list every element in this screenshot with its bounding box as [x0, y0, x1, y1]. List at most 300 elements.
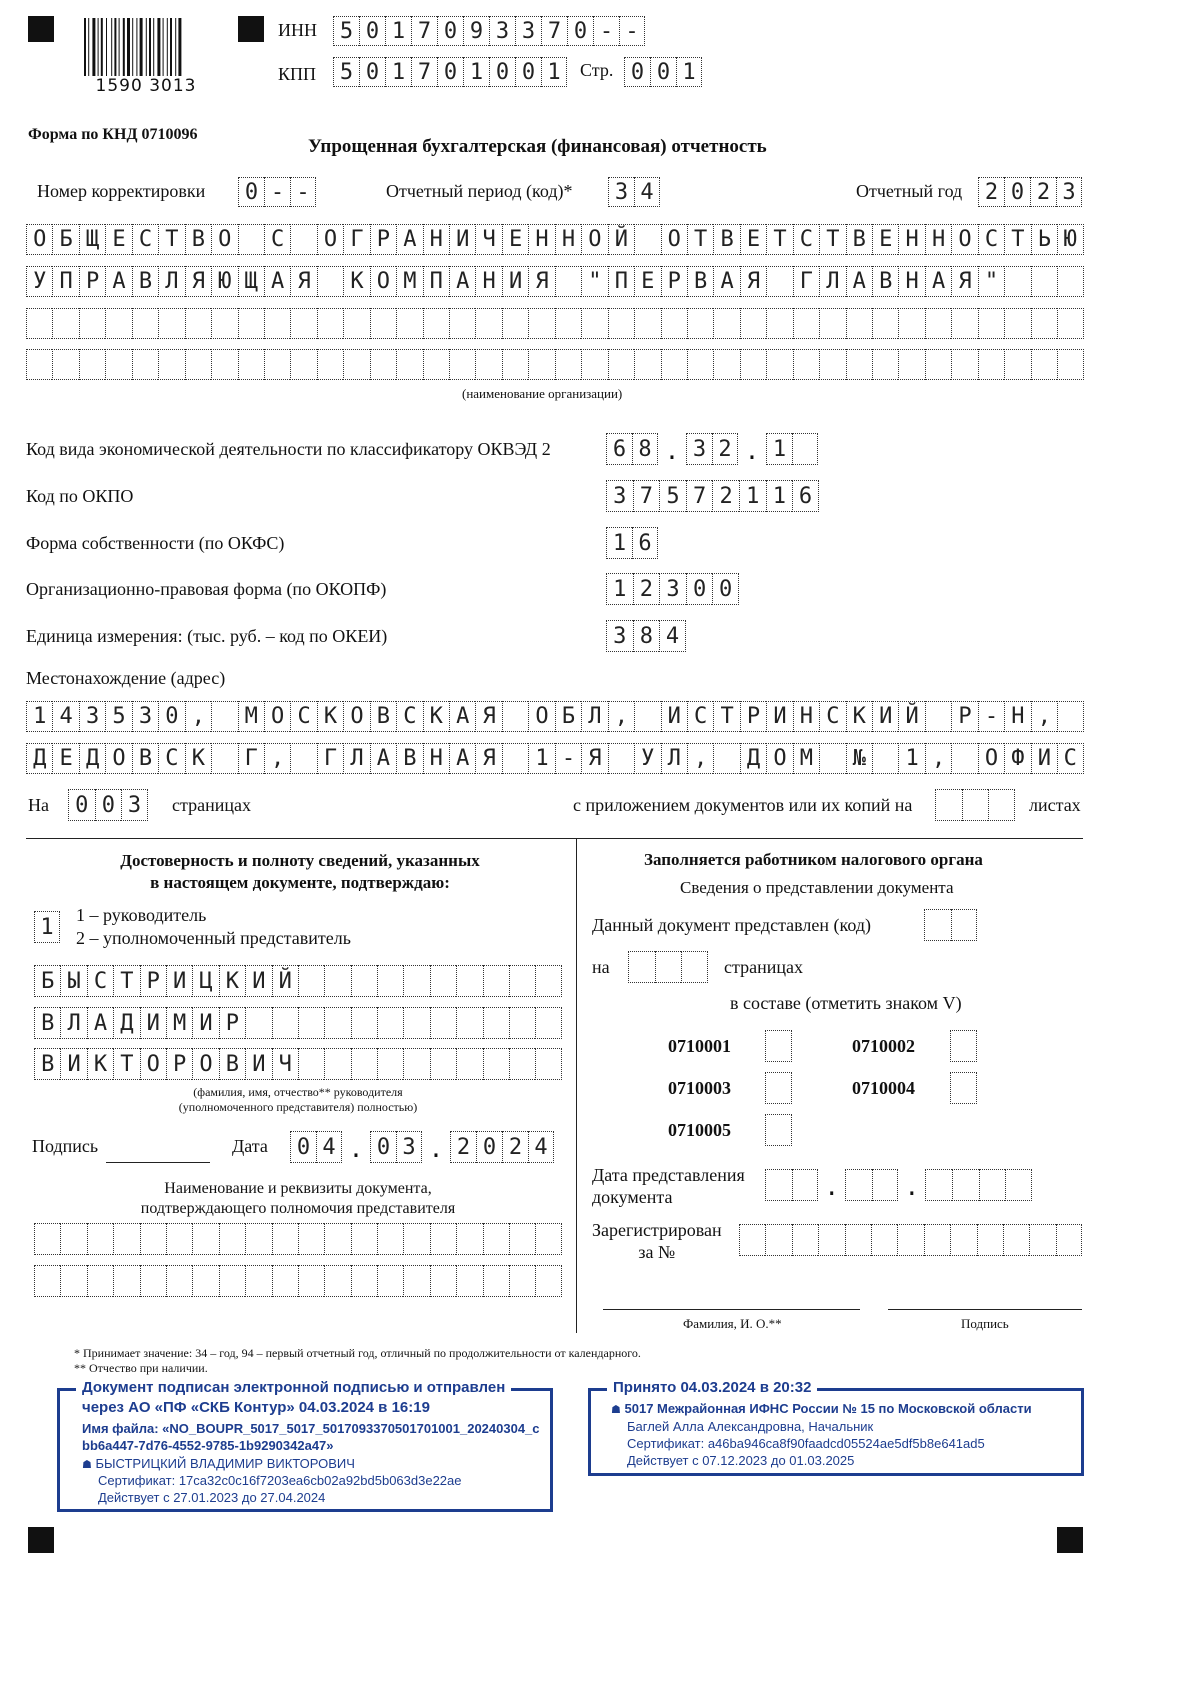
form-cell — [634, 349, 660, 380]
form-cell — [158, 308, 184, 339]
form-cell: 6 — [632, 527, 658, 559]
form-cell — [238, 349, 264, 380]
form-cell: 1 — [463, 57, 489, 87]
form-cell: 3 — [396, 1131, 422, 1163]
corner-marker-top-left — [28, 16, 54, 42]
okopf-cells — [606, 573, 739, 605]
form-cell — [245, 1223, 271, 1255]
form-cell: С — [87, 965, 113, 997]
form-cell — [502, 743, 528, 774]
form-cell: О — [370, 266, 396, 297]
form-cell — [113, 1265, 139, 1297]
form-cell — [1031, 308, 1057, 339]
form-cell: № — [846, 743, 872, 774]
form-cell — [483, 965, 509, 997]
form-cell: О — [105, 743, 131, 774]
form-cell: Я — [475, 743, 501, 774]
form-cell: Щ — [238, 266, 264, 297]
form-cell — [238, 224, 264, 255]
form-cell — [324, 1265, 350, 1297]
form-cell: М — [238, 701, 264, 732]
form-cell — [403, 1265, 429, 1297]
form-cell: 3 — [1056, 177, 1082, 207]
form-cell: 6 — [606, 433, 632, 465]
form-cell — [713, 743, 739, 774]
form-cell: 3 — [79, 701, 105, 732]
form-cell — [105, 308, 131, 339]
form-cell: В — [872, 266, 898, 297]
stamp-right-valid: Действует с 07.12.2023 до 01.03.2025 — [627, 1453, 855, 1468]
form-cell — [535, 1223, 561, 1255]
form-cell — [502, 308, 528, 339]
form-cell — [324, 965, 350, 997]
form-cell — [377, 965, 403, 997]
form-cell — [290, 349, 316, 380]
form-cell — [430, 1007, 456, 1039]
form-cell — [34, 1265, 60, 1297]
form-cell — [766, 266, 792, 297]
sheets-label: листах — [1029, 795, 1081, 815]
form-cell — [377, 1223, 403, 1255]
form-cell — [872, 308, 898, 339]
submission-date-cells — [765, 1169, 1032, 1201]
form-cell: Н — [925, 224, 951, 255]
form-cell: 7 — [686, 480, 713, 512]
form-cell: 2 — [712, 480, 739, 512]
sign-label: Подпись — [32, 1136, 99, 1156]
form-cell: Р — [166, 1048, 192, 1080]
pages-label: страницах — [172, 795, 251, 815]
form-cell: А — [396, 224, 422, 255]
form-cell: В — [687, 266, 713, 297]
form-cell: Л — [661, 743, 687, 774]
form-cell: О — [343, 701, 369, 732]
form-cell — [925, 349, 951, 380]
form-cell: 1 — [606, 527, 632, 559]
form-cell: Я — [475, 701, 501, 732]
form-cell: Р — [951, 701, 977, 732]
form-0710002-checkbox[interactable] — [950, 1030, 977, 1062]
form-cell: Ю — [1057, 224, 1083, 255]
okfs-label: Форма собственности (по ОКФС) — [26, 533, 285, 553]
form-cell: Й — [608, 224, 634, 255]
form-cell — [298, 1048, 324, 1080]
right-subheading: Сведения о представлении документа — [680, 878, 954, 897]
certificate-icon: ☗ — [82, 1459, 92, 1471]
form-cell: 4 — [659, 620, 686, 652]
form-cell: Л — [581, 701, 607, 732]
form-cell — [140, 1265, 166, 1297]
form-cell: Г — [317, 743, 343, 774]
form-cell — [661, 349, 687, 380]
form-cell: Р — [219, 1007, 245, 1039]
form-cell: М — [396, 266, 422, 297]
form-cell — [509, 1048, 535, 1080]
form-0710001-checkbox[interactable] — [765, 1030, 792, 1062]
form-cell: Д — [113, 1007, 139, 1039]
form-cell — [687, 349, 713, 380]
form-cell — [792, 1224, 818, 1256]
form-cell: А — [264, 266, 290, 297]
form-cell: Л — [819, 266, 845, 297]
form-cell — [211, 743, 237, 774]
form-cell: О — [26, 224, 52, 255]
form-cell — [872, 743, 898, 774]
form-cell: , — [185, 701, 211, 732]
form-cell — [528, 349, 554, 380]
form-cell: Н — [898, 224, 924, 255]
form-cell: А — [105, 266, 131, 297]
form-cell: С — [819, 701, 845, 732]
form-cell — [238, 308, 264, 339]
org-name-row-3 — [26, 308, 1084, 339]
composition-label: в составе (отметить знаком V) — [730, 993, 962, 1013]
form-cell: 2 — [712, 433, 738, 465]
form-cell: 1 — [898, 743, 924, 774]
form-cell — [950, 1072, 977, 1104]
form-cell: А — [87, 1007, 113, 1039]
form-cell — [1057, 266, 1083, 297]
barcode — [82, 18, 210, 96]
form-cell — [581, 308, 607, 339]
footnote-2: ** Отчество при наличии. — [74, 1361, 208, 1375]
form-cell: О — [264, 701, 290, 732]
form-cell — [535, 1265, 561, 1297]
stamp-left-valid: Действует с 27.01.2023 до 27.04.2024 — [98, 1490, 326, 1505]
stamp-left-file-2: bb6a447-7d76-4552-9785-1b9290342a47» — [82, 1438, 334, 1453]
form-cell: 3 — [489, 16, 515, 46]
form-cell: И — [449, 224, 475, 255]
form-cell — [845, 1169, 872, 1201]
form-cell: В — [34, 1048, 60, 1080]
form-cell — [475, 308, 501, 339]
form-cell — [765, 1224, 791, 1256]
form-cell: К — [219, 965, 245, 997]
form-cell — [317, 266, 343, 297]
date-cells — [290, 1131, 554, 1163]
form-cell: П — [52, 266, 78, 297]
form-cell: Д — [79, 743, 105, 774]
form-cell — [351, 1048, 377, 1080]
form-cell: С — [158, 743, 184, 774]
form-cell — [952, 1169, 979, 1201]
form-cell — [766, 308, 792, 339]
form-cell: Д — [26, 743, 52, 774]
form-cell — [713, 308, 739, 339]
form-0710002-label: 0710002 — [852, 1036, 915, 1056]
form-cell — [1057, 308, 1083, 339]
form-cell: Г — [238, 743, 264, 774]
form-cell: 1 — [766, 480, 793, 512]
form-cell — [298, 1007, 324, 1039]
form-cell — [324, 1223, 350, 1255]
form-cell — [351, 965, 377, 997]
form-cell: Й — [898, 701, 924, 732]
form-cell: Я — [740, 266, 766, 297]
pages-on-label: На — [28, 795, 49, 815]
form-cell: О — [528, 701, 554, 732]
right-pages-cells — [628, 951, 708, 983]
inn-cells — [333, 16, 645, 46]
sign-line — [106, 1162, 210, 1163]
form-cell: К — [846, 701, 872, 732]
form-cell: П — [608, 266, 634, 297]
registered-cells — [739, 1224, 1082, 1256]
page-cells — [624, 57, 702, 87]
form-cell — [661, 308, 687, 339]
form-cell: Я — [528, 266, 554, 297]
stamp-right-org: ☗ 5017 Межрайонная ИФНС России № 15 по Московской области — [611, 1401, 1032, 1416]
form-cell — [185, 308, 211, 339]
form-cell — [377, 1048, 403, 1080]
form-cell: Ч — [272, 1048, 298, 1080]
form-cell — [1003, 1224, 1029, 1256]
form-cell — [343, 349, 369, 380]
form-cell — [713, 349, 739, 380]
form-cell: Р — [79, 266, 105, 297]
form-cell: И — [1031, 743, 1057, 774]
form-cell: 0 — [359, 16, 385, 46]
org-name-row-4 — [26, 349, 1084, 380]
form-cell: Н — [555, 224, 581, 255]
doc-row-2 — [34, 1265, 562, 1297]
form-cell — [950, 1224, 976, 1256]
form-cell — [343, 308, 369, 339]
form-cell — [456, 1007, 482, 1039]
form-cell — [509, 965, 535, 997]
form-cell: С — [132, 224, 158, 255]
form-cell: Ч — [475, 224, 501, 255]
form-cell — [608, 349, 634, 380]
form-cell — [449, 349, 475, 380]
form-cell: Я — [185, 266, 211, 297]
form-cell: И — [872, 701, 898, 732]
form-cell: И — [166, 965, 192, 997]
form-cell — [509, 1265, 535, 1297]
corner-marker-bottom-left — [28, 1527, 54, 1553]
okopf-label: Организационно-правовая форма (по ОКОПФ) — [26, 579, 387, 599]
form-cell: О — [951, 224, 977, 255]
form-cell: А — [925, 266, 951, 297]
form-0710004-checkbox[interactable] — [950, 1072, 977, 1104]
form-cell: В — [132, 743, 158, 774]
form-cell: С — [264, 224, 290, 255]
doc-caption: Наименование и реквизиты документа, подтверждающего полномочия представителя — [140, 1180, 456, 1217]
form-cell — [818, 1224, 844, 1256]
form-cell — [819, 743, 845, 774]
form-cell: Д — [740, 743, 766, 774]
form-0710005-checkbox[interactable] — [765, 1114, 792, 1146]
form-cell — [628, 951, 655, 983]
form-cell: Е — [52, 743, 78, 774]
form-cell — [166, 1265, 192, 1297]
form-cell — [192, 1223, 218, 1255]
form-cell — [766, 349, 792, 380]
form-cell: 1 — [528, 743, 554, 774]
form-cell: 3 — [515, 16, 541, 46]
period-cells — [608, 177, 660, 207]
form-cell — [1004, 266, 1030, 297]
form-cell: Н — [898, 266, 924, 297]
right-heading: Заполняется работником налогового органа — [644, 850, 983, 869]
form-0710001-label: 0710001 — [668, 1036, 731, 1056]
form-cell: Н — [793, 701, 819, 732]
barcode-icon — [82, 18, 210, 78]
form-cell — [290, 308, 316, 339]
form-cell — [158, 349, 184, 380]
form-cell: - — [619, 16, 645, 46]
form-cell: У — [634, 743, 660, 774]
form-cell: 0 — [370, 1131, 396, 1163]
form-cell: 1 — [739, 480, 766, 512]
submission-date-dot-2: . — [904, 1173, 920, 1201]
form-cell: 7 — [633, 480, 660, 512]
form-cell — [219, 1223, 245, 1255]
form-cell — [264, 349, 290, 380]
form-cell — [105, 349, 131, 380]
form-cell — [951, 743, 977, 774]
form-cell: Ю — [211, 266, 237, 297]
form-cell: 7 — [541, 16, 567, 46]
form-cell: 2 — [450, 1131, 476, 1163]
form-cell — [34, 1223, 60, 1255]
form-cell — [872, 1169, 899, 1201]
form-cell: А — [370, 743, 396, 774]
form-cell — [423, 349, 449, 380]
form-cell: О — [766, 743, 792, 774]
form-cell: 8 — [632, 433, 658, 465]
correction-cells — [238, 177, 316, 207]
form-cell — [140, 1223, 166, 1255]
form-cell: Н — [1004, 701, 1030, 732]
form-cell: 3 — [608, 177, 634, 207]
form-cell — [634, 701, 660, 732]
form-cell — [924, 909, 951, 941]
role-cell — [34, 911, 60, 943]
form-cell — [317, 308, 343, 339]
submitted-label: Данный документ представлен (код) — [592, 915, 871, 935]
form-cell: 0 — [68, 789, 95, 821]
form-0710004-label: 0710004 — [852, 1078, 915, 1098]
form-cell: К — [87, 1048, 113, 1080]
patronymic-cells — [34, 1048, 562, 1080]
form-cell: 6 — [792, 480, 819, 512]
form-cell: , — [608, 701, 634, 732]
form-cell: В — [846, 224, 872, 255]
form-cell — [245, 1265, 271, 1297]
form-cell — [377, 1007, 403, 1039]
form-cell: , — [925, 743, 951, 774]
form-cell: Я — [581, 743, 607, 774]
form-cell: И — [766, 701, 792, 732]
form-cell — [245, 1007, 271, 1039]
form-cell — [528, 308, 554, 339]
form-cell: Б — [34, 965, 60, 997]
form-cell: Л — [343, 743, 369, 774]
form-cell — [978, 349, 1004, 380]
form-cell: 0 — [624, 57, 650, 87]
form-cell — [845, 1224, 871, 1256]
stamp-left-signer: ☗ БЫСТРИЦКИЙ ВЛАДИМИР ВИКТОРОВИЧ — [82, 1456, 355, 1471]
form-cell: Я — [290, 266, 316, 297]
form-knd: Форма по КНД 0710096 — [28, 126, 198, 143]
form-cell: Е — [105, 224, 131, 255]
form-cell: 1 — [385, 16, 411, 46]
form-cell — [403, 1007, 429, 1039]
stamp-right-cert: Сертификат: a46ba946ca8f90faadcd05524ae5df5b8e641ad5 — [627, 1436, 985, 1451]
form-cell — [951, 308, 977, 339]
form-cell: С — [793, 224, 819, 255]
form-cell — [555, 308, 581, 339]
form-0710003-checkbox[interactable] — [765, 1072, 792, 1104]
form-cell — [951, 349, 977, 380]
corner-marker-bottom-right — [1057, 1527, 1083, 1553]
org-name-row-2 — [26, 266, 1084, 297]
form-cell — [1056, 1224, 1082, 1256]
form-cell: Т — [819, 224, 845, 255]
form-cell — [87, 1265, 113, 1297]
form-cell: 3 — [686, 433, 712, 465]
form-cell — [925, 308, 951, 339]
form-cell: 0 — [437, 16, 463, 46]
form-cell — [988, 789, 1015, 821]
form-cell — [290, 743, 316, 774]
form-cell: 1 — [541, 57, 567, 87]
form-cell — [298, 1223, 324, 1255]
form-cell: В — [370, 701, 396, 732]
form-cell: Я — [951, 266, 977, 297]
form-cell — [846, 308, 872, 339]
form-cell: Е — [740, 224, 766, 255]
form-cell — [1004, 349, 1030, 380]
form-cell: Ц — [192, 965, 218, 997]
form-cell: В — [713, 224, 739, 255]
form-cell: 9 — [463, 16, 489, 46]
form-cell: О — [317, 224, 343, 255]
form-cell — [211, 308, 237, 339]
form-cell: 0 — [359, 57, 385, 87]
form-cell: О — [581, 224, 607, 255]
form-cell — [483, 1223, 509, 1255]
form-cell — [449, 308, 475, 339]
form-cell — [456, 965, 482, 997]
form-cell: Л — [60, 1007, 86, 1039]
form-cell: И — [192, 1007, 218, 1039]
form-cell: - — [978, 701, 1004, 732]
form-cell — [185, 349, 211, 380]
fio-line — [603, 1309, 860, 1310]
form-cell — [272, 1223, 298, 1255]
form-cell: 0 — [290, 1131, 316, 1163]
form-cell: , — [264, 743, 290, 774]
form-cell — [871, 1224, 897, 1256]
form-0710005-label: 0710005 — [668, 1120, 731, 1140]
form-cell — [456, 1265, 482, 1297]
form-cell: 0 — [1004, 177, 1030, 207]
form-cell — [765, 1114, 792, 1146]
form-cell: С — [1057, 743, 1083, 774]
form-cell: 2 — [502, 1131, 528, 1163]
registered-label: Зарегистрирован за № — [592, 1220, 722, 1262]
form-cell — [113, 1223, 139, 1255]
form-cell — [792, 1169, 819, 1201]
form-cell — [483, 1007, 509, 1039]
form-cell: И — [661, 701, 687, 732]
form-cell: И — [245, 965, 271, 997]
org-name-row-1 — [26, 224, 1084, 255]
form-cell: П — [423, 266, 449, 297]
form-cell — [219, 1265, 245, 1297]
